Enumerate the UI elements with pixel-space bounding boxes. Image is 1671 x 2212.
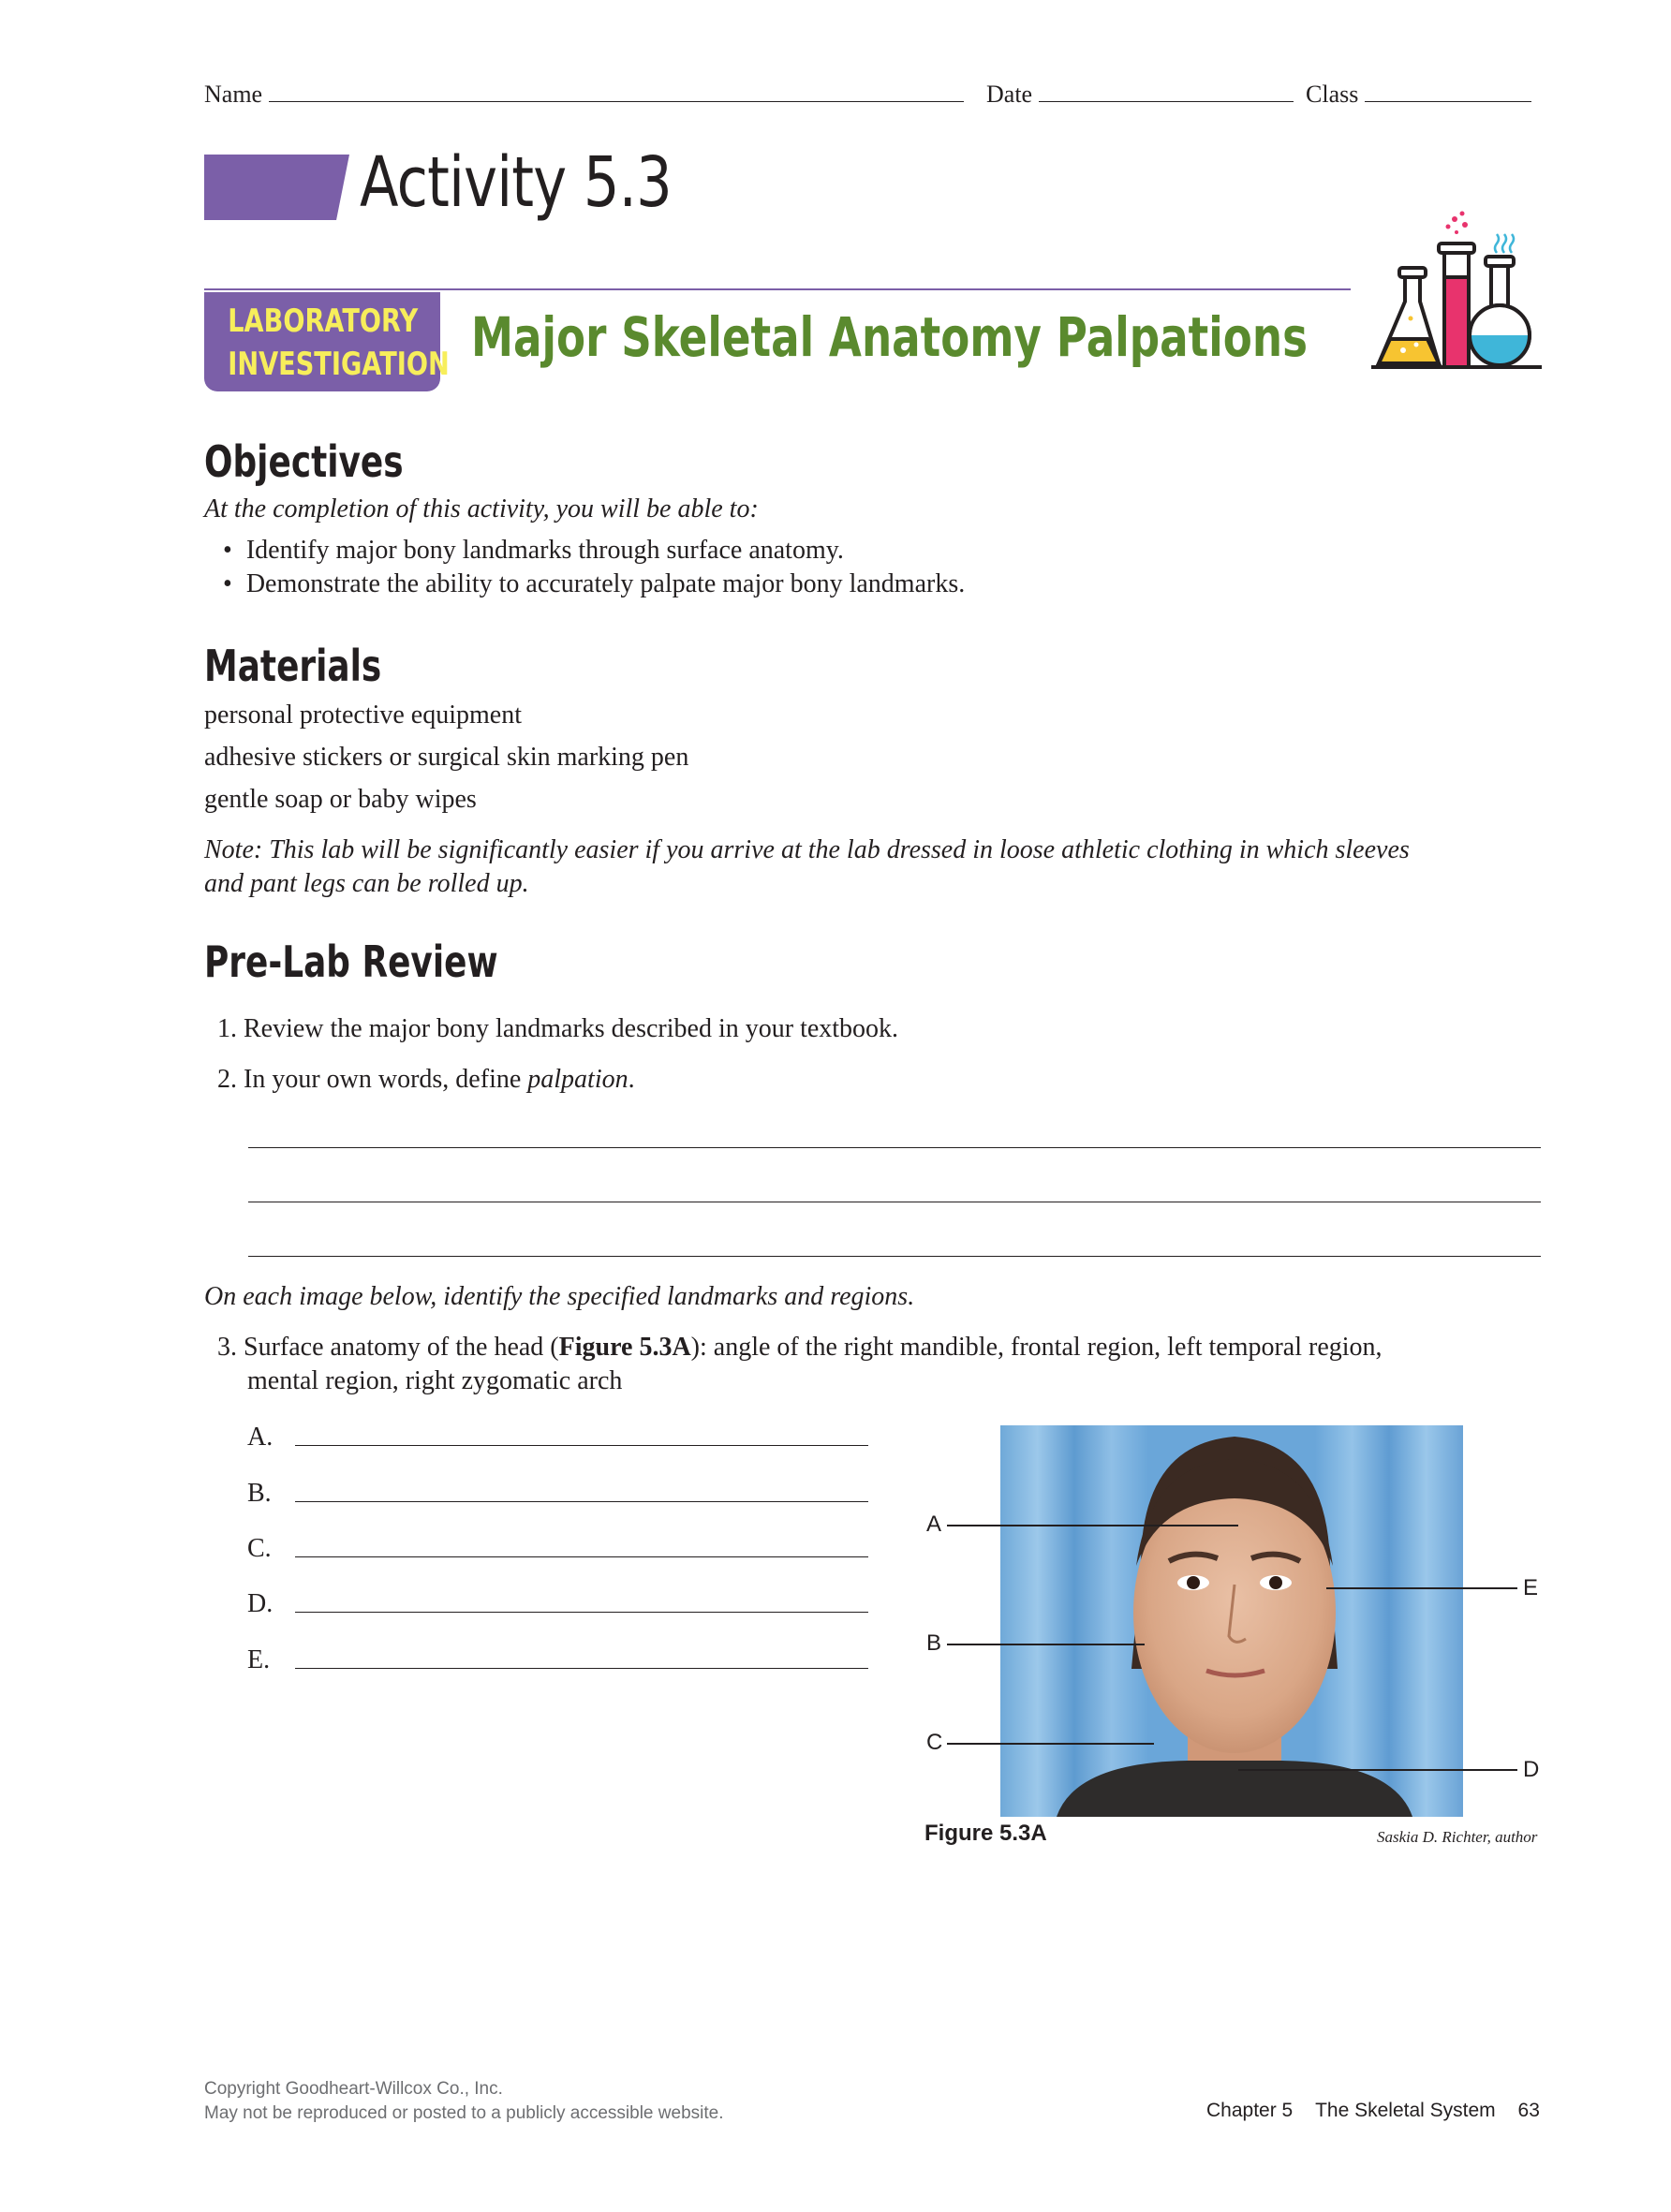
footer-page-info — [1206, 2100, 1540, 2122]
notice-line: May not be reproduced or posted to a publicly accessible website. — [204, 2103, 724, 2123]
item-text-end: . — [628, 1065, 635, 1094]
section-rule — [204, 288, 1351, 290]
date-blank[interactable] — [1039, 79, 1294, 102]
name-field[interactable] — [204, 79, 964, 109]
answer-label-c: C. — [247, 1534, 272, 1563]
figure-label-b: B — [926, 1630, 942, 1656]
material-item: personal protective equipment — [204, 700, 522, 730]
figure-label-a: A — [926, 1512, 942, 1537]
answer-line[interactable] — [248, 1256, 1541, 1257]
materials-heading: Materials — [204, 641, 382, 691]
item-number: 3. — [217, 1333, 237, 1362]
item-text: In your own words, define — [244, 1065, 528, 1094]
footer-copyright — [204, 2077, 723, 2126]
material-item: gentle soap or baby wipes — [204, 785, 477, 814]
copyright-line: Copyright Goodheart-Willcox Co., Inc. — [204, 2079, 503, 2099]
chapter-number: Chapter 5 — [1206, 2100, 1294, 2121]
figure-label-e: E — [1523, 1575, 1539, 1600]
prelab-item-3-line2: mental region, right zygomatic arch — [247, 1366, 623, 1395]
item-text-end: ): angle of the right mandible, frontal region, left temporal region, — [690, 1333, 1383, 1362]
prelab-item-2 — [217, 1063, 635, 1097]
leader-line-b — [947, 1644, 1145, 1645]
objective-text: Demonstrate the ability to accurately palpate major bony landmarks. — [245, 569, 966, 598]
class-blank[interactable] — [1365, 79, 1531, 102]
item-text: Surface anatomy of the head ( — [244, 1333, 559, 1362]
date-field[interactable] — [986, 79, 1294, 109]
answer-blank-e[interactable] — [295, 1668, 868, 1669]
lab-badge-text — [228, 300, 450, 386]
date-label: Date — [986, 81, 1033, 108]
item-number: 2. — [217, 1065, 237, 1094]
lab-badge-line1: LABORATORY — [228, 302, 419, 340]
materials-note-line1: Note: This lab will be significantly easier if you arrive at the lab dressed in loose athletic clothing in which sleeves — [204, 835, 1410, 864]
answer-blank-c[interactable] — [295, 1556, 868, 1557]
lab-flasks-icon — [1368, 208, 1545, 375]
answer-blank-b[interactable] — [295, 1501, 868, 1502]
lab-title: Major Skeletal Anatomy Palpations — [471, 305, 1309, 369]
answer-label-e: E. — [247, 1645, 271, 1674]
prelab-item-3 — [217, 1331, 1383, 1364]
leader-line-e — [1326, 1587, 1517, 1589]
objectives-heading: Objectives — [204, 436, 404, 487]
objective-item — [223, 534, 844, 568]
activity-color-bar — [204, 155, 349, 220]
objective-text: Identify major bony landmarks through surface anatomy. — [245, 536, 844, 565]
answer-label-b: B. — [247, 1479, 272, 1508]
instruction-text: On each image below, identify the specified landmarks and regions. — [204, 1282, 915, 1311]
material-item: adhesive stickers or surgical skin marking pen — [204, 743, 689, 772]
objectives-intro: At the completion of this activity, you will be able to: — [204, 494, 759, 524]
figure-label-d: D — [1523, 1757, 1540, 1782]
figure-caption: Figure 5.3A — [924, 1821, 1047, 1846]
bullet: • — [223, 536, 232, 565]
leader-line-a — [947, 1525, 1238, 1526]
item-text: Review the major bony landmarks described in your textbook. — [244, 1014, 899, 1043]
materials-note-line2: and pant legs can be rolled up. — [204, 869, 529, 898]
class-label: Class — [1306, 81, 1359, 108]
lab-badge-line2: INVESTIGATION — [228, 346, 450, 383]
answer-label-d: D. — [247, 1589, 274, 1618]
answer-blank-a[interactable] — [295, 1445, 868, 1446]
face-photo — [1000, 1425, 1463, 1817]
name-label: Name — [204, 81, 263, 108]
answer-blank-d[interactable] — [295, 1612, 868, 1613]
figure-reference: Figure 5.3A — [558, 1333, 691, 1362]
item-emphasis: palpation — [527, 1065, 628, 1094]
class-field[interactable] — [1306, 79, 1531, 109]
prelab-heading: Pre-Lab Review — [204, 936, 498, 987]
leader-line-c — [947, 1743, 1154, 1745]
bullet: • — [223, 569, 232, 598]
leader-line-d — [1238, 1769, 1517, 1771]
item-number: 1. — [217, 1014, 237, 1043]
activity-title: Activity 5.3 — [360, 142, 672, 223]
name-blank[interactable] — [269, 79, 964, 102]
chapter-title: The Skeletal System — [1315, 2100, 1496, 2121]
page-number: 63 — [1517, 2100, 1540, 2121]
figure-credit: Saskia D. Richter, author — [1377, 1828, 1538, 1846]
objective-item — [223, 568, 965, 601]
figure-label-c: C — [926, 1730, 943, 1755]
answer-line[interactable] — [248, 1147, 1541, 1148]
answer-label-a: A. — [247, 1423, 274, 1452]
prelab-item-1 — [217, 1012, 898, 1046]
